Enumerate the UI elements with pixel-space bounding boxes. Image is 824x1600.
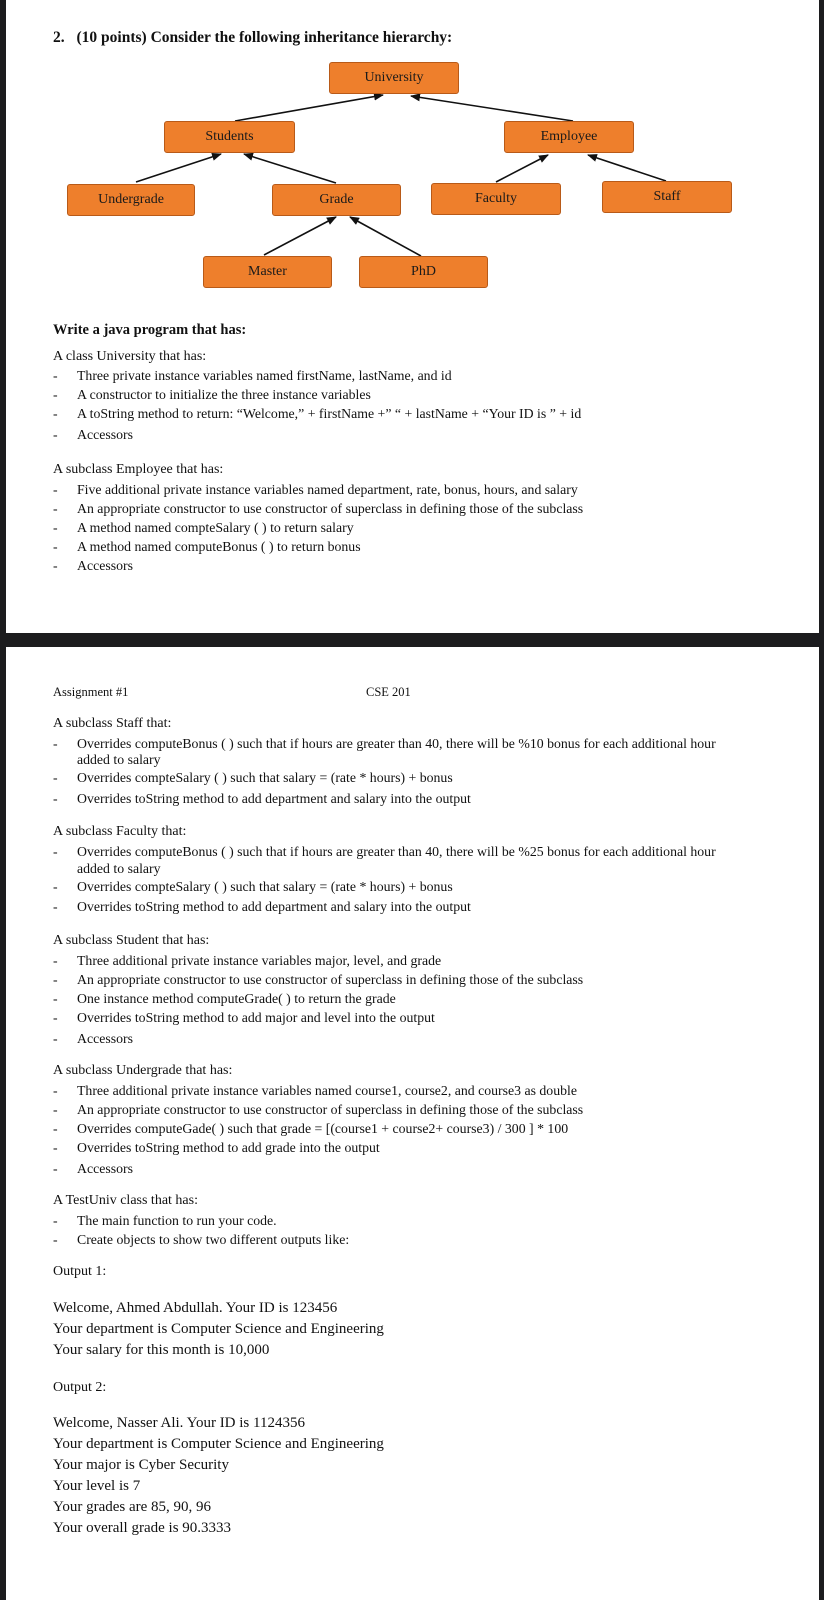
node-university: University: [329, 62, 459, 94]
faculty-section-title: A subclass Faculty that:: [53, 824, 187, 839]
output-1-label: Output 1:: [53, 1264, 107, 1279]
edge-undergrade-students: [136, 154, 221, 182]
page-header-center: CSE 201: [366, 685, 411, 699]
list-item-continuation: added to salary: [77, 861, 161, 876]
undergrade-section-title: A subclass Undergrade that has:: [53, 1063, 233, 1078]
output-line: Your major is Cyber Security: [53, 1457, 229, 1473]
staff-section-title: A subclass Staff that:: [53, 716, 172, 731]
output-line: Your salary for this month is 10,000: [53, 1342, 270, 1358]
edge-grade-students: [244, 154, 336, 183]
output-line: Your department is Computer Science and Engineering: [53, 1436, 384, 1452]
document-page-2: Assignment #1 CSE 201 A subclass Staff that: - Overrides computeBonus ( ) such that if hours are greater than 40, there will be %10 bonus for each additional hour added to salary - Overrides compteSalary ( ) such that salary = (rate * hours) + bonus - Overrides toString method to add department and salary into the output A subclass Faculty that: - Overrides computeBonus ( ) such that if hours are greater than 40, there will be %25 bonus for each additional hour added to salary - Overrides compteSalary ( ) such that salary = (rate * hours) + bonus - Overrides toString method to add department and salary into the output A subclass Student that has: - Three additional private instance variables major, level, and grade - An appropriate constructor to use constructor of superclass in defining those of the subclass - One instance method computeGrade( ) to return the grade - Overrides toString method to add major and level into the output - Accessors A subclass Undergrade that has: - Three additional private instance variables named course1, course2, and course3 as double - An appropriate constructor to use constructor of superclass in defining those of the subclass - Overrides computeGade( ) such that grade = [(course1 + course2+ course3) / 300 ] * 100 - Overrides toString method to add grade into the output - Accessors A TestUniv class that has: - The main function to run your code. - Create objects to show two different outputs like: Output 1: Welcome, Ahmed Abdullah. Your ID is 123456 Your department is Computer Science and Engineering Your salary for this month is 10,000 Output 2: Welcome, Nasser Ali. Your ID is 1124356 Your department is Computer Science and Engineering Your major is Cyber Security Your level is 7 Your grades are 85, 90, 96 Your overall grade is 90.3333: [6, 647, 819, 1600]
edge-staff-employee: [588, 155, 666, 181]
edge-master-grade: [264, 217, 336, 255]
document-page-1: 2. (10 points) Consider the following inheritance hierarchy: University Students Employee Undergrade Grade Faculty Staff Master PhD Write a java program that has: A class University that has: - Three private instance variables named firstName, lastName, and id - A constructor to initialize the three instance variables - A toString method to return: “Welcome,” + firstName +” “ + lastName + “Your ID is ” + id - Accessors A subclass Employee that has: - Five additional private instance variables named department, rate, bonus, hours, and salary - An appropriate constructor to use constructor of superclass in defining those of the subclass - A method named compteSalary ( ) to return salary - A method named computeBonus ( ) to return bonus - Accessors: [6, 0, 819, 633]
page-header-left: Assignment #1: [53, 685, 129, 699]
write-program-heading: Write a java program that has:: [53, 322, 247, 338]
edge-employee-university: [411, 96, 573, 121]
inheritance-diagram-edges: [6, 0, 819, 300]
edge-faculty-employee: [496, 155, 548, 182]
testuniv-section-title: A TestUniv class that has:: [53, 1193, 198, 1208]
output-line: Your overall grade is 90.3333: [53, 1520, 232, 1536]
output-line: Your grades are 85, 90, 96: [53, 1499, 212, 1515]
edge-phd-grade: [350, 217, 421, 256]
output-2-label: Output 2:: [53, 1380, 107, 1395]
output-line: Welcome, Ahmed Abdullah. Your ID is 123456: [53, 1300, 338, 1316]
employee-section-title: A subclass Employee that has:: [53, 462, 224, 477]
node-faculty: Faculty: [431, 183, 561, 215]
output-line: Your department is Computer Science and Engineering: [53, 1321, 384, 1337]
node-master: Master: [203, 256, 332, 288]
node-employee: Employee: [504, 121, 634, 153]
node-students: Students: [164, 121, 295, 153]
edge-students-university: [235, 95, 383, 121]
node-undergrade: Undergrade: [67, 184, 195, 216]
list-item-continuation: added to salary: [77, 752, 161, 767]
output-line: Your level is 7: [53, 1478, 141, 1494]
node-phd: PhD: [359, 256, 488, 288]
question-text: (10 points) Consider the following inheritance hierarchy:: [76, 29, 453, 46]
output-line: Welcome, Nasser Ali. Your ID is 1124356: [53, 1415, 305, 1431]
node-staff: Staff: [602, 181, 732, 213]
university-section-title: A class University that has:: [53, 349, 207, 364]
student-section-title: A subclass Student that has:: [53, 933, 210, 948]
question-number: 2.: [53, 29, 65, 46]
node-grade: Grade: [272, 184, 401, 216]
